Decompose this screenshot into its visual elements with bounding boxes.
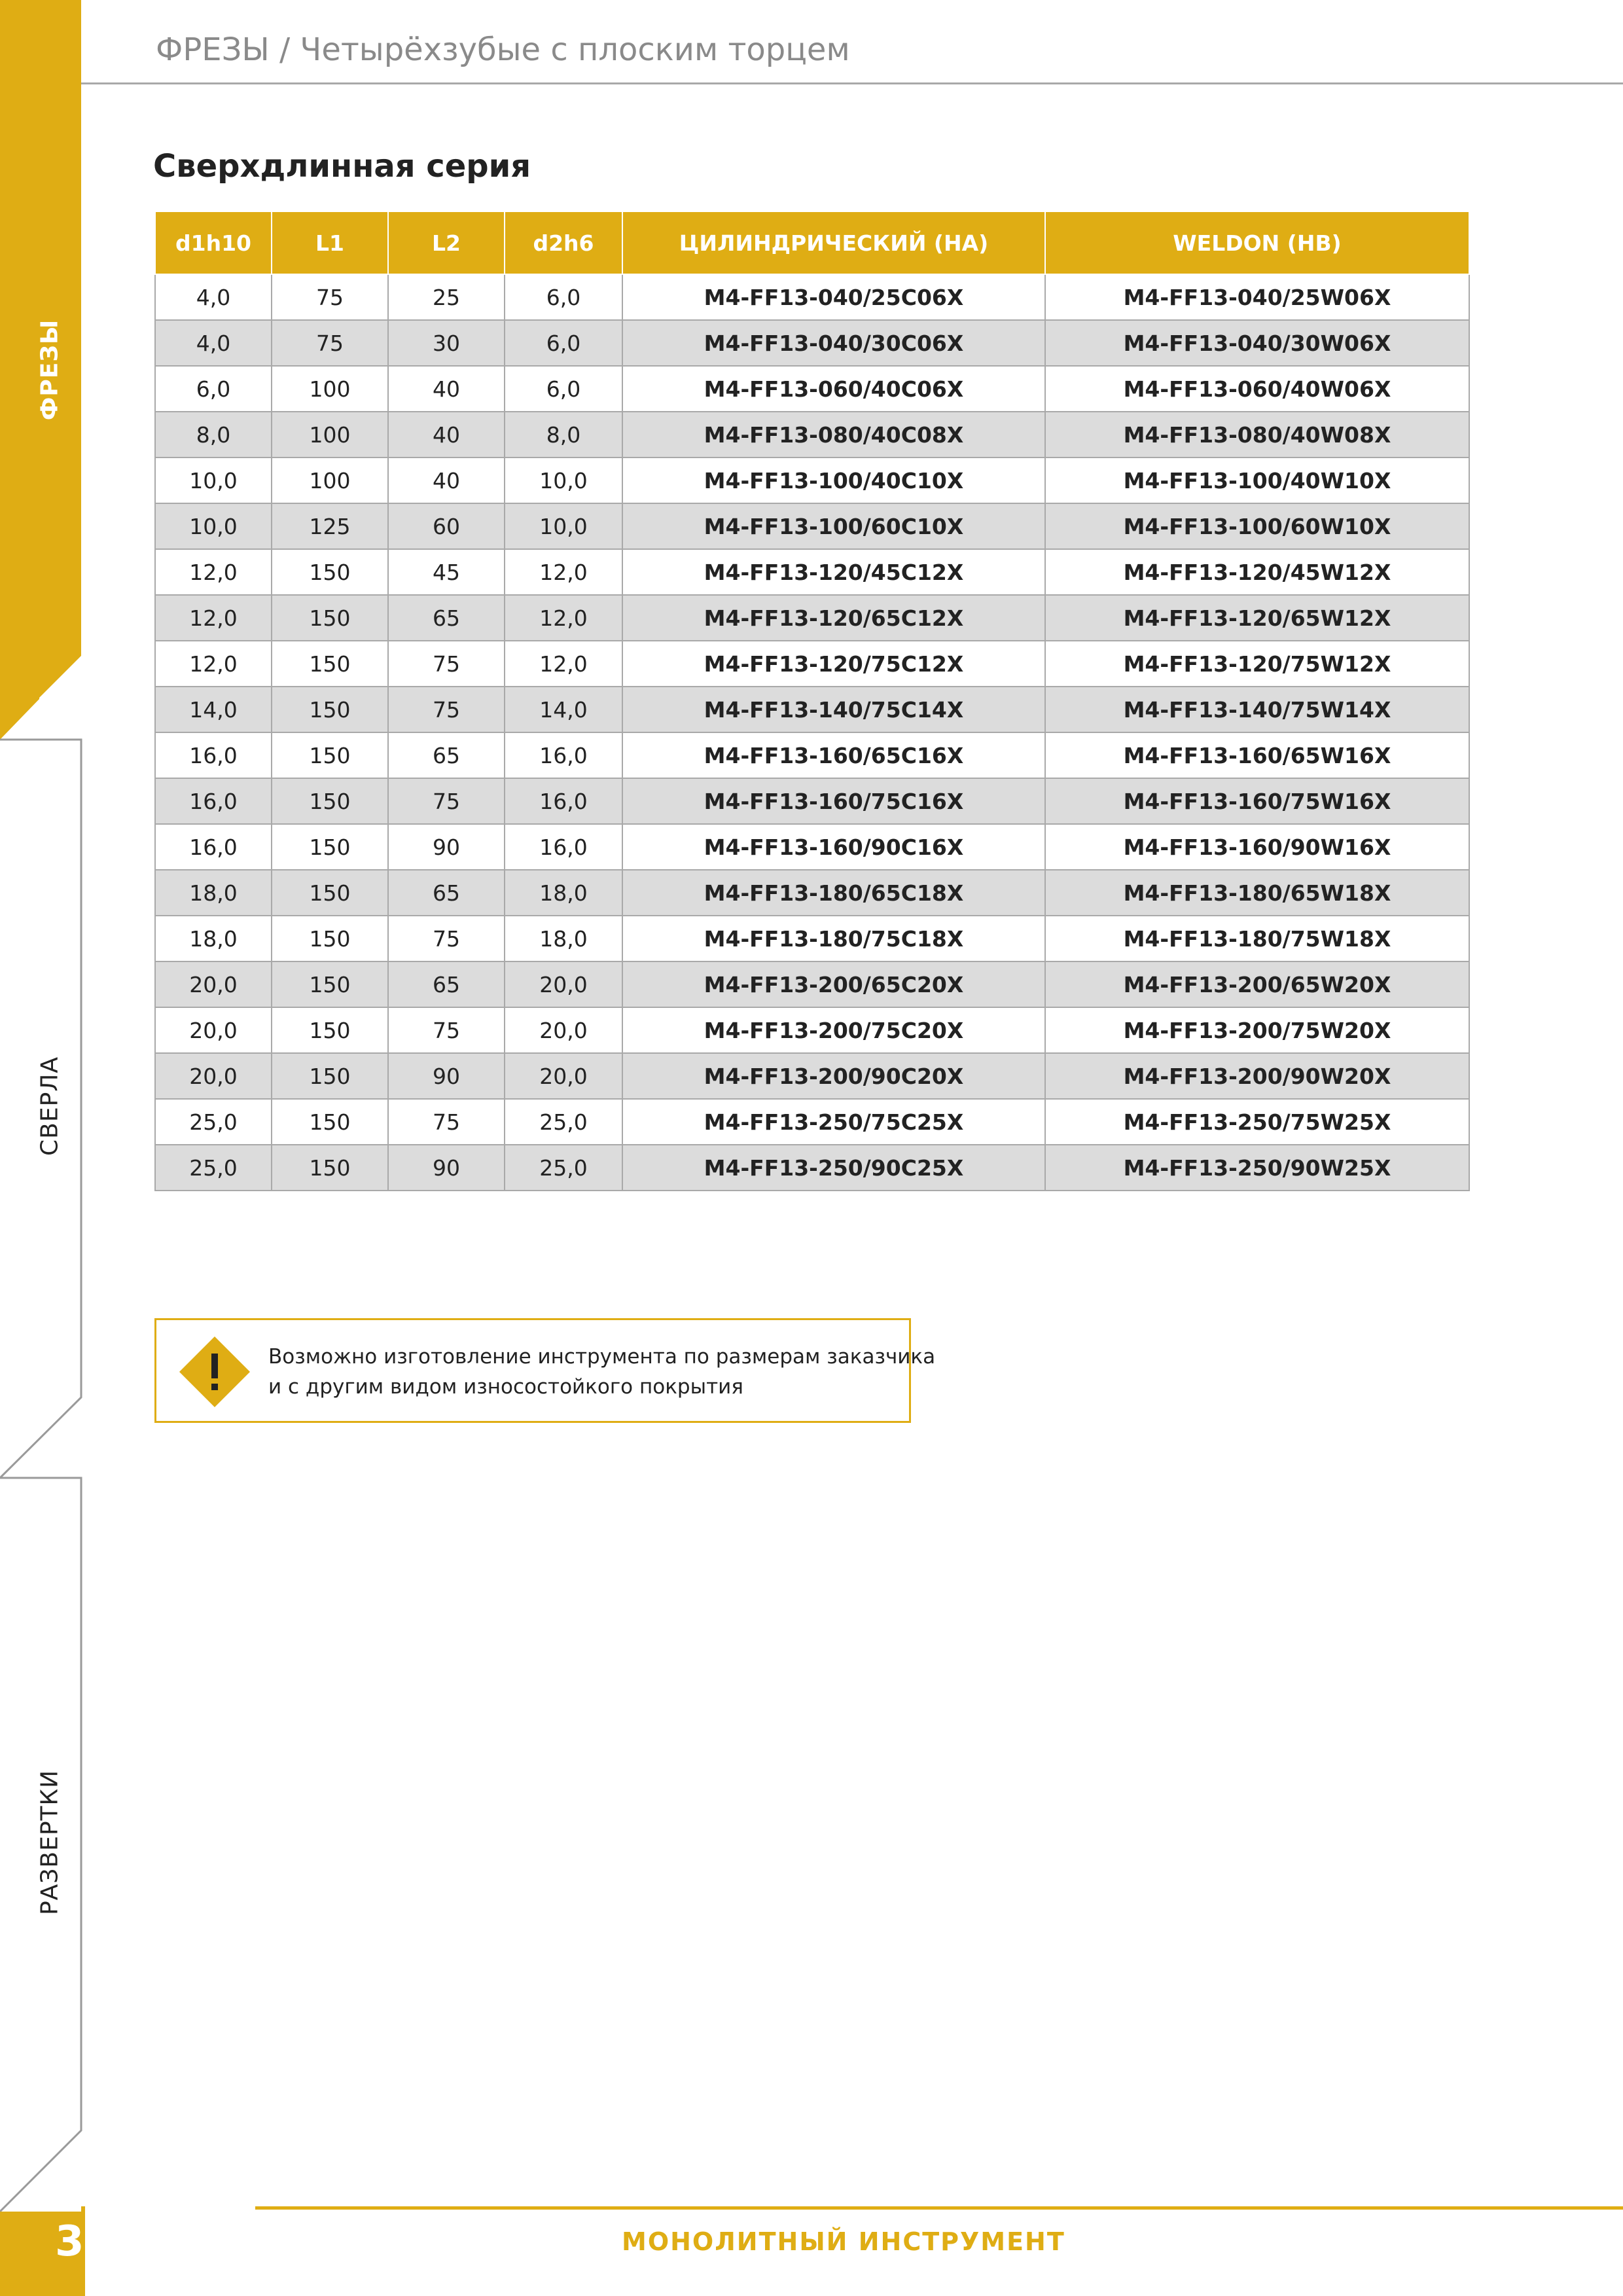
table-row: [155, 778, 1469, 824]
table-cell: 12,0: [505, 595, 622, 641]
table-cell-code: M4-FF13-040/25C06X: [622, 274, 1045, 320]
table-cell: 125: [272, 503, 388, 549]
table-row: [155, 732, 1469, 778]
spec-table: [154, 211, 1470, 1191]
table-cell: 75: [272, 320, 388, 366]
table-row: [155, 320, 1469, 366]
table-row: [155, 916, 1469, 961]
page-header-title: ФРЕЗЫ / Четырёхзубые с плоским торцем: [156, 31, 850, 68]
table-cell: 75: [388, 916, 505, 961]
table-cell: 6,0: [505, 274, 622, 320]
table-row: [155, 457, 1469, 503]
section-title: Сверхдлинная серия: [153, 148, 531, 185]
table-cell: 10,0: [505, 503, 622, 549]
table-cell-code: M4-FF13-200/90W20X: [1045, 1053, 1469, 1099]
table-cell: 8,0: [505, 412, 622, 457]
table-cell: 150: [272, 732, 388, 778]
table-cell: 14,0: [155, 687, 272, 732]
table-cell-code: M4-FF13-040/25W06X: [1045, 274, 1469, 320]
table-cell-code: M4-FF13-120/75W12X: [1045, 641, 1469, 687]
table-cell: 16,0: [155, 732, 272, 778]
table-cell: 6,0: [505, 366, 622, 412]
page-number: 38: [55, 2217, 114, 2266]
table-cell: 18,0: [505, 870, 622, 916]
table-cell: 40: [388, 412, 505, 457]
table-row: [155, 1099, 1469, 1145]
table-cell: 150: [272, 687, 388, 732]
table-row: [155, 412, 1469, 457]
table-cell-code: M4-FF13-120/65W12X: [1045, 595, 1469, 641]
table-cell: 100: [272, 366, 388, 412]
note-text: [268, 1342, 935, 1402]
table-cell: 12,0: [155, 549, 272, 595]
table-cell: 4,0: [155, 320, 272, 366]
table-cell: 16,0: [505, 824, 622, 870]
table-row: [155, 1145, 1469, 1191]
table-cell: 20,0: [155, 1053, 272, 1099]
table-cell-code: M4-FF13-160/75W16X: [1045, 778, 1469, 824]
table-row: [155, 366, 1469, 412]
table-cell-code: M4-FF13-180/75W18X: [1045, 916, 1469, 961]
table-cell-code: M4-FF13-160/90C16X: [622, 824, 1045, 870]
col-header-weldon: WELDON (HB): [1045, 211, 1469, 274]
table-cell: 10,0: [155, 503, 272, 549]
table-cell-code: M4-FF13-180/65W18X: [1045, 870, 1469, 916]
table-cell-code: M4-FF13-080/40W08X: [1045, 412, 1469, 457]
table-cell: 4,0: [155, 274, 272, 320]
table-cell-code: M4-FF13-060/40W06X: [1045, 366, 1469, 412]
table-row: [155, 1007, 1469, 1053]
side-tab-frezy[interactable]: ФРЕЗЫ: [36, 319, 63, 421]
table-cell: 12,0: [505, 549, 622, 595]
side-tab-sverla[interactable]: СВЕРЛА: [36, 1056, 63, 1156]
table-cell: 150: [272, 1007, 388, 1053]
table-row: [155, 687, 1469, 732]
table-cell: 20,0: [505, 1053, 622, 1099]
table-row: [155, 549, 1469, 595]
table-cell: 12,0: [155, 641, 272, 687]
table-cell-code: M4-FF13-250/75C25X: [622, 1099, 1045, 1145]
table-cell-code: M4-FF13-120/45W12X: [1045, 549, 1469, 595]
table-cell-code: M4-FF13-120/45C12X: [622, 549, 1045, 595]
warning-icon: [178, 1335, 251, 1408]
table-row: [155, 641, 1469, 687]
footer-divider: [255, 2206, 1623, 2210]
table-cell: 90: [388, 1053, 505, 1099]
table-cell-code: M4-FF13-200/75C20X: [622, 1007, 1045, 1053]
table-cell: 65: [388, 732, 505, 778]
table-row: [155, 870, 1469, 916]
table-cell: 45: [388, 549, 505, 595]
table-row: [155, 595, 1469, 641]
table-cell: 65: [388, 961, 505, 1007]
table-cell: 150: [272, 961, 388, 1007]
footer-title: МОНОЛИТНЫЙ ИНСТРУМЕНТ: [622, 2227, 1065, 2256]
table-cell: 90: [388, 1145, 505, 1191]
table-cell: 16,0: [155, 778, 272, 824]
header-divider: [81, 82, 1623, 84]
table-cell-code: M4-FF13-200/65W20X: [1045, 961, 1469, 1007]
col-header-l1: L1: [272, 211, 388, 274]
table-cell: 150: [272, 778, 388, 824]
table-cell: 65: [388, 870, 505, 916]
side-tab-razvertki[interactable]: РАЗВЕРТКИ: [36, 1769, 63, 1916]
table-cell: 100: [272, 457, 388, 503]
table-cell: 150: [272, 1145, 388, 1191]
table-cell: 18,0: [505, 916, 622, 961]
table-cell: 150: [272, 916, 388, 961]
table-cell: 6,0: [155, 366, 272, 412]
table-cell: 150: [272, 1053, 388, 1099]
table-cell-code: M4-FF13-140/75C14X: [622, 687, 1045, 732]
table-cell: 25: [388, 274, 505, 320]
table-row: [155, 274, 1469, 320]
table-cell-code: M4-FF13-060/40C06X: [622, 366, 1045, 412]
table-cell: 20,0: [155, 961, 272, 1007]
table-cell: 150: [272, 870, 388, 916]
table-cell: 150: [272, 549, 388, 595]
table-body: [155, 274, 1469, 1191]
table-cell: 100: [272, 412, 388, 457]
table-cell-code: M4-FF13-180/65C18X: [622, 870, 1045, 916]
table-cell: 75: [388, 687, 505, 732]
table-cell-code: M4-FF13-180/75C18X: [622, 916, 1045, 961]
table-cell: 6,0: [505, 320, 622, 366]
col-header-d1h10: d1h10: [155, 211, 272, 274]
table-cell-code: M4-FF13-200/65C20X: [622, 961, 1045, 1007]
table-row: [155, 1053, 1469, 1099]
table-cell-code: M4-FF13-140/75W14X: [1045, 687, 1469, 732]
note-line-2: и с другим видом износостойкого покрытия: [268, 1375, 743, 1399]
table-cell: 16,0: [155, 824, 272, 870]
table-cell: 20,0: [505, 1007, 622, 1053]
table-cell: 40: [388, 457, 505, 503]
table-cell-code: M4-FF13-250/90C25X: [622, 1145, 1045, 1191]
table-cell-code: M4-FF13-100/40W10X: [1045, 457, 1469, 503]
table-cell: 150: [272, 595, 388, 641]
table-cell: 10,0: [155, 457, 272, 503]
table-cell-code: M4-FF13-100/60C10X: [622, 503, 1045, 549]
table-cell: 16,0: [505, 732, 622, 778]
table-cell-code: M4-FF13-160/65C16X: [622, 732, 1045, 778]
table-cell-code: M4-FF13-040/30C06X: [622, 320, 1045, 366]
table-cell: 75: [388, 1007, 505, 1053]
table-cell: 25,0: [505, 1099, 622, 1145]
table-cell-code: M4-FF13-120/75C12X: [622, 641, 1045, 687]
table-cell: 75: [388, 1099, 505, 1145]
table-cell: 14,0: [505, 687, 622, 732]
table-cell: 18,0: [155, 870, 272, 916]
table-row: [155, 961, 1469, 1007]
table-cell-code: M4-FF13-100/40C10X: [622, 457, 1045, 503]
table-cell-code: M4-FF13-160/90W16X: [1045, 824, 1469, 870]
table-cell: 10,0: [505, 457, 622, 503]
table-cell: 18,0: [155, 916, 272, 961]
table-row: [155, 824, 1469, 870]
table-cell: 20,0: [505, 961, 622, 1007]
col-header-l2: L2: [388, 211, 505, 274]
table-cell-code: M4-FF13-120/65C12X: [622, 595, 1045, 641]
table-cell-code: M4-FF13-160/65W16X: [1045, 732, 1469, 778]
table-cell-code: M4-FF13-040/30W06X: [1045, 320, 1469, 366]
table-cell: 65: [388, 595, 505, 641]
table-cell: 8,0: [155, 412, 272, 457]
table-cell: 12,0: [505, 641, 622, 687]
table-header-row: [155, 211, 1469, 274]
col-header-cylindrical: ЦИЛИНДРИЧЕСКИЙ (HA): [622, 211, 1045, 274]
table-cell: 16,0: [505, 778, 622, 824]
table-cell: 25,0: [505, 1145, 622, 1191]
table-cell-code: M4-FF13-160/75C16X: [622, 778, 1045, 824]
table-cell: 25,0: [155, 1145, 272, 1191]
note-line-1: Возможно изготовление инструмента по размерам заказчика: [268, 1345, 936, 1369]
table-cell: 150: [272, 641, 388, 687]
table-cell-code: M4-FF13-250/75W25X: [1045, 1099, 1469, 1145]
table-cell: 12,0: [155, 595, 272, 641]
table-cell-code: M4-FF13-200/90C20X: [622, 1053, 1045, 1099]
table-cell: 150: [272, 824, 388, 870]
table-cell: 75: [272, 274, 388, 320]
col-header-d2h6: d2h6: [505, 211, 622, 274]
table-cell: 150: [272, 1099, 388, 1145]
table-cell: 40: [388, 366, 505, 412]
table-cell-code: M4-FF13-100/60W10X: [1045, 503, 1469, 549]
table-cell: 75: [388, 778, 505, 824]
table-cell: 25,0: [155, 1099, 272, 1145]
table-cell: 20,0: [155, 1007, 272, 1053]
table-cell: 30: [388, 320, 505, 366]
table-cell: 60: [388, 503, 505, 549]
table-cell: 75: [388, 641, 505, 687]
table-cell-code: M4-FF13-200/75W20X: [1045, 1007, 1469, 1053]
table-cell-code: M4-FF13-080/40C08X: [622, 412, 1045, 457]
table-row: [155, 503, 1469, 549]
table-cell: 90: [388, 824, 505, 870]
table-cell-code: M4-FF13-250/90W25X: [1045, 1145, 1469, 1191]
